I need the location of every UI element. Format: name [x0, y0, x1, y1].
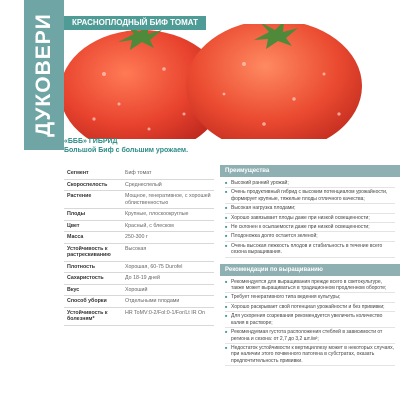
spec-value: Высокая: [125, 245, 147, 252]
spec-row: [64, 296, 214, 308]
spec-row: [64, 168, 214, 180]
list-item: ■ Рекомендуется для выращивания прежде всего в светокультуре, также может выращиваться в традиционном продленном обороте;: [225, 278, 395, 294]
spec-key: Устойчивость к болезням*: [67, 309, 108, 322]
spec-row: [64, 244, 214, 262]
spec-key: Плоды: [67, 211, 86, 217]
list-item: ■ Хорошо раскрывает свой потенциал урожайности и без прививки;: [225, 303, 395, 312]
spec-value: Красный, с блеском: [125, 222, 174, 229]
info-panel: [220, 165, 400, 368]
spec-row: [64, 273, 214, 285]
spec-value: Отдельными плодами: [125, 298, 180, 304]
hybrid-title: «БББ» ГИБРИД: [64, 138, 118, 145]
recommendations-list: [220, 276, 400, 368]
spec-value: 250-300 г: [125, 234, 148, 240]
list-item: ■ Для ускорения созревания рекомендуется увеличить количество калия в растворе;: [225, 312, 395, 328]
list-item: ■ Высокая нагрузка плодами;: [225, 204, 395, 213]
spec-row: [64, 232, 214, 244]
spec-row: [64, 180, 214, 192]
spec-table: [64, 168, 214, 326]
list-item: ■ Недостаток устойчивости к вертициллезу может в некоторых случаях, при наличии этого почвенного патогена в субстратах, оказать предпочтительность прививки.: [225, 344, 395, 366]
spec-row: [64, 221, 214, 233]
spec-row: [64, 209, 214, 221]
list-item: ■ Очень высокая лежкость плодов и стабильность в течение всего сезона выращивания.: [225, 242, 395, 258]
spec-key: Масса: [67, 234, 84, 240]
spec-row: [64, 285, 214, 297]
hybrid-caption: [64, 137, 188, 155]
product-name: [24, 0, 64, 150]
list-item: ■ Плодоножка долго остается зеленой;: [225, 232, 395, 241]
list-item: ■ Хорошо завязывает плоды даже при низкой освещенности;: [225, 214, 395, 223]
recommendations-heading: Рекомендации по выращиванию: [220, 264, 400, 276]
spec-key: Плотность: [67, 263, 95, 270]
spec-value: Хороший: [125, 286, 148, 293]
spec-value: До 18-19 дней: [125, 275, 161, 281]
advantages-list: [220, 177, 400, 260]
category-badge: КРАСНОПЛОДНЫЙ БИФ ТОМАТ: [64, 16, 206, 30]
spec-key: Сахаристость: [67, 275, 104, 281]
spec-row: [64, 308, 214, 326]
product-name-text: ДУКОВЕРИ: [32, 13, 55, 137]
hero-image-area: [0, 0, 410, 150]
spec-key: Устойчивость к растрескиванию: [67, 245, 111, 258]
advantages-heading: Преимущества: [220, 165, 400, 177]
spec-value: Среднеспелый: [125, 181, 162, 188]
list-item: ■ Очень продуктивный гибрид с высоким потенциалом урожайности, формирует крупные, тяжелые плоды отличного качества;: [225, 188, 395, 204]
list-item: ■ Рекомендуемая густота расположения стеблей в зависимости от региона и сезона: от 2,7 до 3,2 шт./м²;: [225, 328, 395, 344]
spec-row: [64, 262, 214, 274]
spec-key: Растение: [67, 193, 92, 199]
list-item: ■ Требует генеративного типа ведения культуры;: [225, 293, 395, 302]
hybrid-subtitle: Большой Биф с большим урожаем.: [64, 147, 189, 154]
spec-key: Сегмент: [67, 170, 89, 176]
list-item: ■ Не склонен к осыпаемости даже при низкой освещенности;: [225, 223, 395, 232]
spec-value: Мощное, генеративное, с хорошей облиственностью: [125, 193, 211, 206]
spec-key: Цвет: [67, 222, 80, 229]
spec-key: Вкус: [67, 286, 80, 293]
spec-value: HR ToMV:0-2/Fol:0-1/For/Lt IR On: [125, 309, 206, 316]
spec-value: Крупные, плоскоокруглые: [125, 211, 189, 217]
spec-key: Скороспелость: [67, 181, 108, 188]
spec-value: Хорошая, 60-75 Durofel: [125, 263, 183, 270]
spec-key: Способ уборки: [67, 298, 107, 304]
list-item: ■ Высокий ранний урожай;: [225, 179, 395, 188]
tomatoes-image: [64, 24, 364, 139]
spec-value: Биф томат: [125, 170, 152, 176]
spec-row: [64, 191, 214, 209]
